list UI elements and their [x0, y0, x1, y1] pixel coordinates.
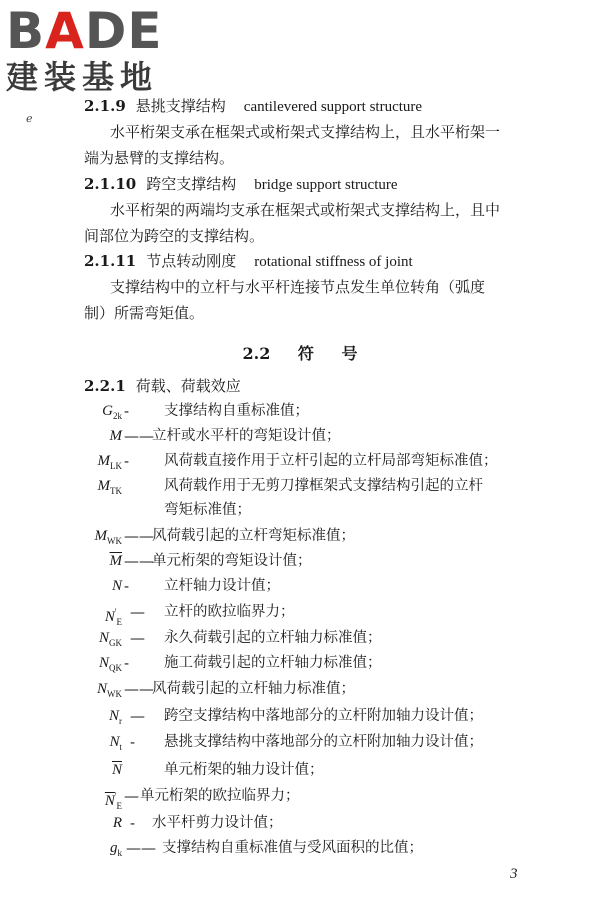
symbol-dash: —— — [126, 839, 156, 857]
logo-subtitle: 建装基地 — [6, 58, 159, 96]
symbol-definition: 单元桁架的轴力设计值； — [164, 762, 324, 778]
symbol-definition: 风荷载作用于无剪刀撑框架式支撑结构引起的立杆 — [164, 478, 483, 494]
symbol-term: $N_t$ — [109, 734, 122, 752]
symbol-definition: 施工荷载引起的立杆轴力标准值； — [164, 655, 382, 671]
symbol-term: $N'_E$ — [104, 607, 122, 627]
symbol-term: $N_r$ — [108, 708, 122, 726]
symbol-term: $g_k$ — [110, 840, 122, 858]
symbol-term: $\overline{N}$ — [111, 762, 122, 778]
term-definition-line: 水平桁架的两端均支承在框架式或桁架式支撑结构上，且中 — [110, 201, 501, 219]
margin-mark: ℯ — [26, 112, 33, 125]
symbol-definition: 立杆的欧拉临界力； — [164, 604, 295, 620]
symbol-term: $N_{QK}$ — [98, 655, 122, 673]
symbol-dash: - — [124, 577, 130, 595]
symbol-dash: —— — [124, 527, 154, 545]
symbol-term: M — [109, 428, 122, 444]
term-definition-line: 端为悬臂的支撑结构。 — [84, 149, 235, 167]
symbol-dash: - — [124, 402, 130, 420]
symbol-dash: — — [130, 707, 145, 725]
symbol-dash: - — [130, 814, 136, 832]
symbol-definition: 跨空支撑结构中落地部分的立杆附加轴力设计值； — [164, 708, 483, 724]
symbol-definition: 支撑结构自重标准值； — [164, 403, 309, 419]
symbol-dash: —— — [124, 427, 154, 445]
symbol-term: $N_{GK}$ — [98, 630, 122, 648]
symbol-term: $M_{WK}$ — [94, 528, 122, 546]
page-number: 3 — [510, 866, 518, 882]
symbol-definition: 单元桁架的欧拉临界力； — [140, 788, 300, 804]
symbol-dash: - — [130, 733, 136, 751]
symbol-definition: 风荷载引起的立杆轴力标准值； — [152, 681, 355, 697]
symbol-dash: —— — [124, 680, 154, 698]
symbol-term: $M_{TK}$ — [97, 478, 122, 496]
symbol-definition: 支撑结构自重标准值与受风面积的比值； — [162, 840, 423, 856]
symbol-term: $\overline{N}'_E$ — [104, 791, 122, 811]
symbol-definition: 水平杆剪力设计值； — [152, 815, 283, 831]
symbol-term: R — [112, 815, 122, 831]
symbol-term: $\overline{M}$ — [109, 553, 122, 569]
term-heading: 2.1.10 跨空支撑结构 bridge support structure — [84, 175, 398, 193]
symbol-definition: 永久荷载引起的立杆轴力标准值； — [164, 630, 382, 646]
symbol-term: $G_{2k}$ — [102, 403, 122, 421]
symbol-definition: 风荷载直接作用于立杆引起的立杆局部弯矩标准值； — [164, 453, 498, 469]
symbol-definition: 风荷载引起的立杆弯矩标准值； — [152, 528, 355, 544]
section-title: 2.2 符 号 — [242, 344, 358, 363]
symbol-definition: 悬挑支撑结构中落地部分的立杆附加轴力设计值； — [164, 734, 483, 750]
term-definition-line: 水平桁架支承在框架式或桁架式支撑结构上，且水平桁架一 — [110, 123, 501, 141]
symbol-dash: - — [124, 654, 130, 672]
symbol-definition-continued: 弯矩标准值； — [164, 502, 251, 518]
symbol-dash: - — [124, 452, 130, 470]
symbol-definition: 立杆或水平杆的弯矩设计值； — [152, 428, 341, 444]
symbol-dash: — — [130, 629, 145, 647]
term-definition-line: 间部位为跨空的支撑结构。 — [84, 227, 265, 245]
bade-logo — [6, 4, 163, 96]
symbol-dash: — — [124, 787, 139, 805]
symbol-term: $M_{LK}$ — [97, 453, 122, 471]
symbol-definition: 单元桁架的弯矩设计值； — [152, 553, 312, 569]
symbol-term: $N_{WK}$ — [96, 681, 122, 699]
symbol-term: N — [111, 578, 122, 594]
logo-wordmark: BADE — [6, 2, 163, 60]
symbol-dash: — — [130, 603, 145, 621]
term-heading: 2.1.11 节点转动刚度 rotational stiffness of joint — [84, 252, 413, 270]
symbol-dash: —— — [124, 552, 154, 570]
subsection-heading: 2.2.1 荷载、荷载效应 — [84, 377, 241, 395]
term-heading: 2.1.9 悬挑支撑结构 cantilevered support structure — [84, 97, 423, 115]
term-definition-line: 支撑结构中的立杆与水平杆连接节点发生单位转角（弧度 — [110, 278, 486, 296]
symbol-definition: 立杆轴力设计值； — [164, 578, 280, 594]
term-definition-line: 制）所需弯矩值。 — [84, 304, 205, 322]
